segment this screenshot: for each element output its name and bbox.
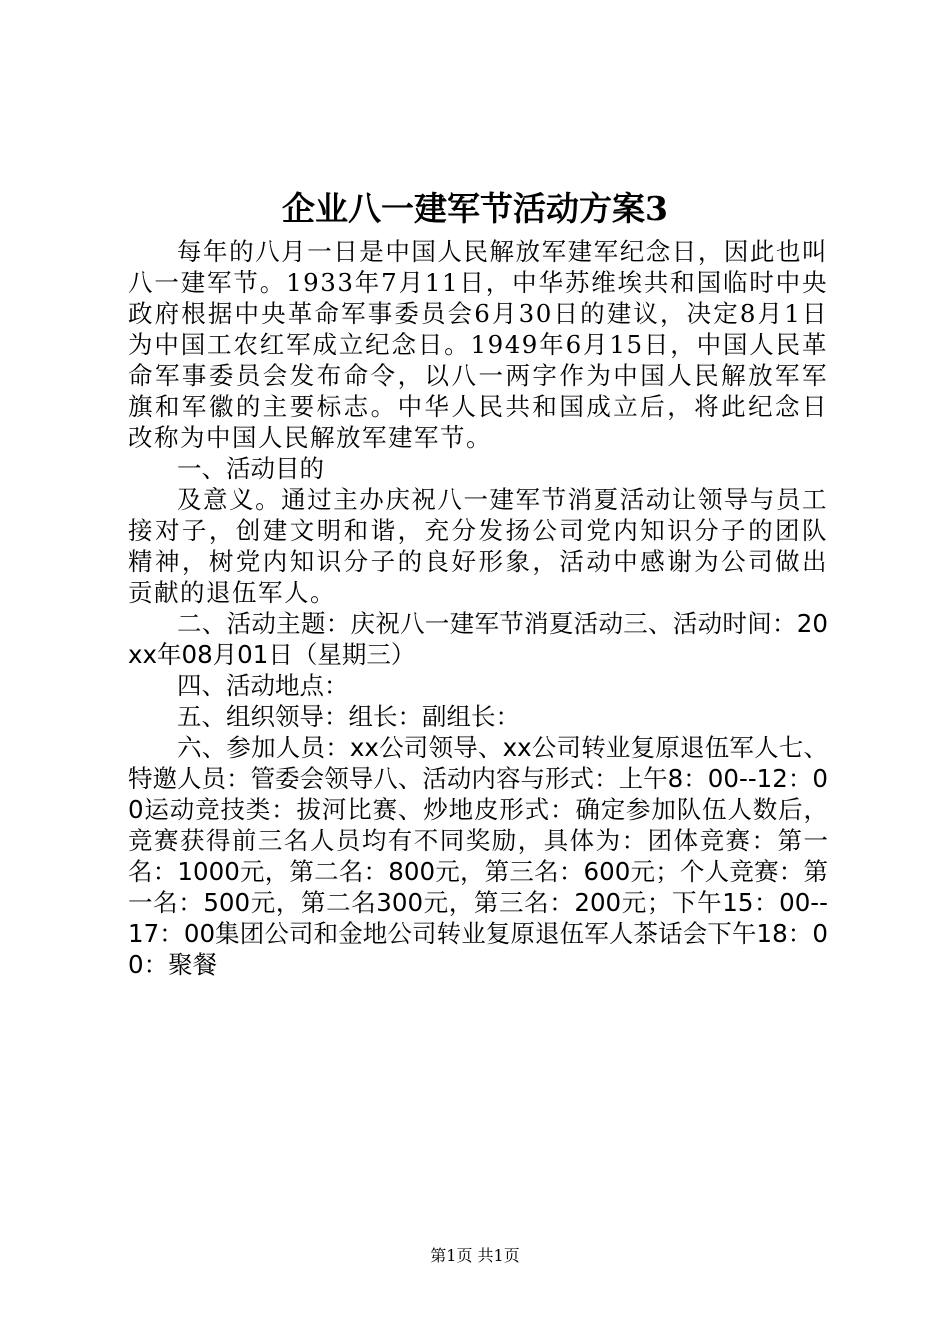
theme-time-paragraph: 二、活动主题：庆祝八一建军节消夏活动三、活动时间：20xx年08月01日（星期三） [128, 609, 828, 669]
purpose-paragraph: 及意义。通过主办庆祝八一建军节消夏活动让领导与员工接对子，创建文明和谐，充分发扬公司党内知识分子的团队精神，树党内知识分子的良好形象，活动中感谢为公司做出贡献的退伍军人。 [128, 485, 828, 607]
intro-paragraph: 每年的八月一日是中国人民解放军建军纪念日，因此也叫八一建军节。1933年7月11日，中华苏维埃共和国临时中央政府根据中央革命军事委员会6月30日的建议，决定8月1日为中国工农红军成立纪念日。1949年6月15日，中国人民革命军事委员会发布命令，以八一两字作为中国人民解放军军旗和军徽的主要标志。中华人民共和国成立后，将此纪念日改称为中国人民解放军建军节。 [128, 237, 828, 452]
organization-paragraph: 五、组织领导：组长：副组长： [177, 702, 520, 731]
section-heading-purpose: 一、活动目的 [177, 454, 324, 483]
document-title: 企业八一建军节活动方案3 [282, 189, 668, 228]
location-paragraph: 四、活动地点： [177, 671, 349, 700]
document-body [128, 236, 828, 980]
page-footer: 第1页 共1页 [430, 1246, 520, 1265]
participants-content-paragraph: 六、参加人员：xx公司领导、xx公司转业复原退伍军人七、特邀人员：管委会领导八、活动内容与形式：上午8：00--12：00运动竞技类：拔河比赛、炒地皮形式：确定参加队伍人数后，竞赛获得前三名人员均有不同奖励，具体为：团体竞赛：第一名：1000元，第二名：800元，第三名：600元；个人竞赛：第一名：500元，第二名300元，第三名：200元；下午15：00--17：00集团公司和金地公司转业复原退伍军人茶话会下午18：00：聚餐 [128, 733, 828, 979]
